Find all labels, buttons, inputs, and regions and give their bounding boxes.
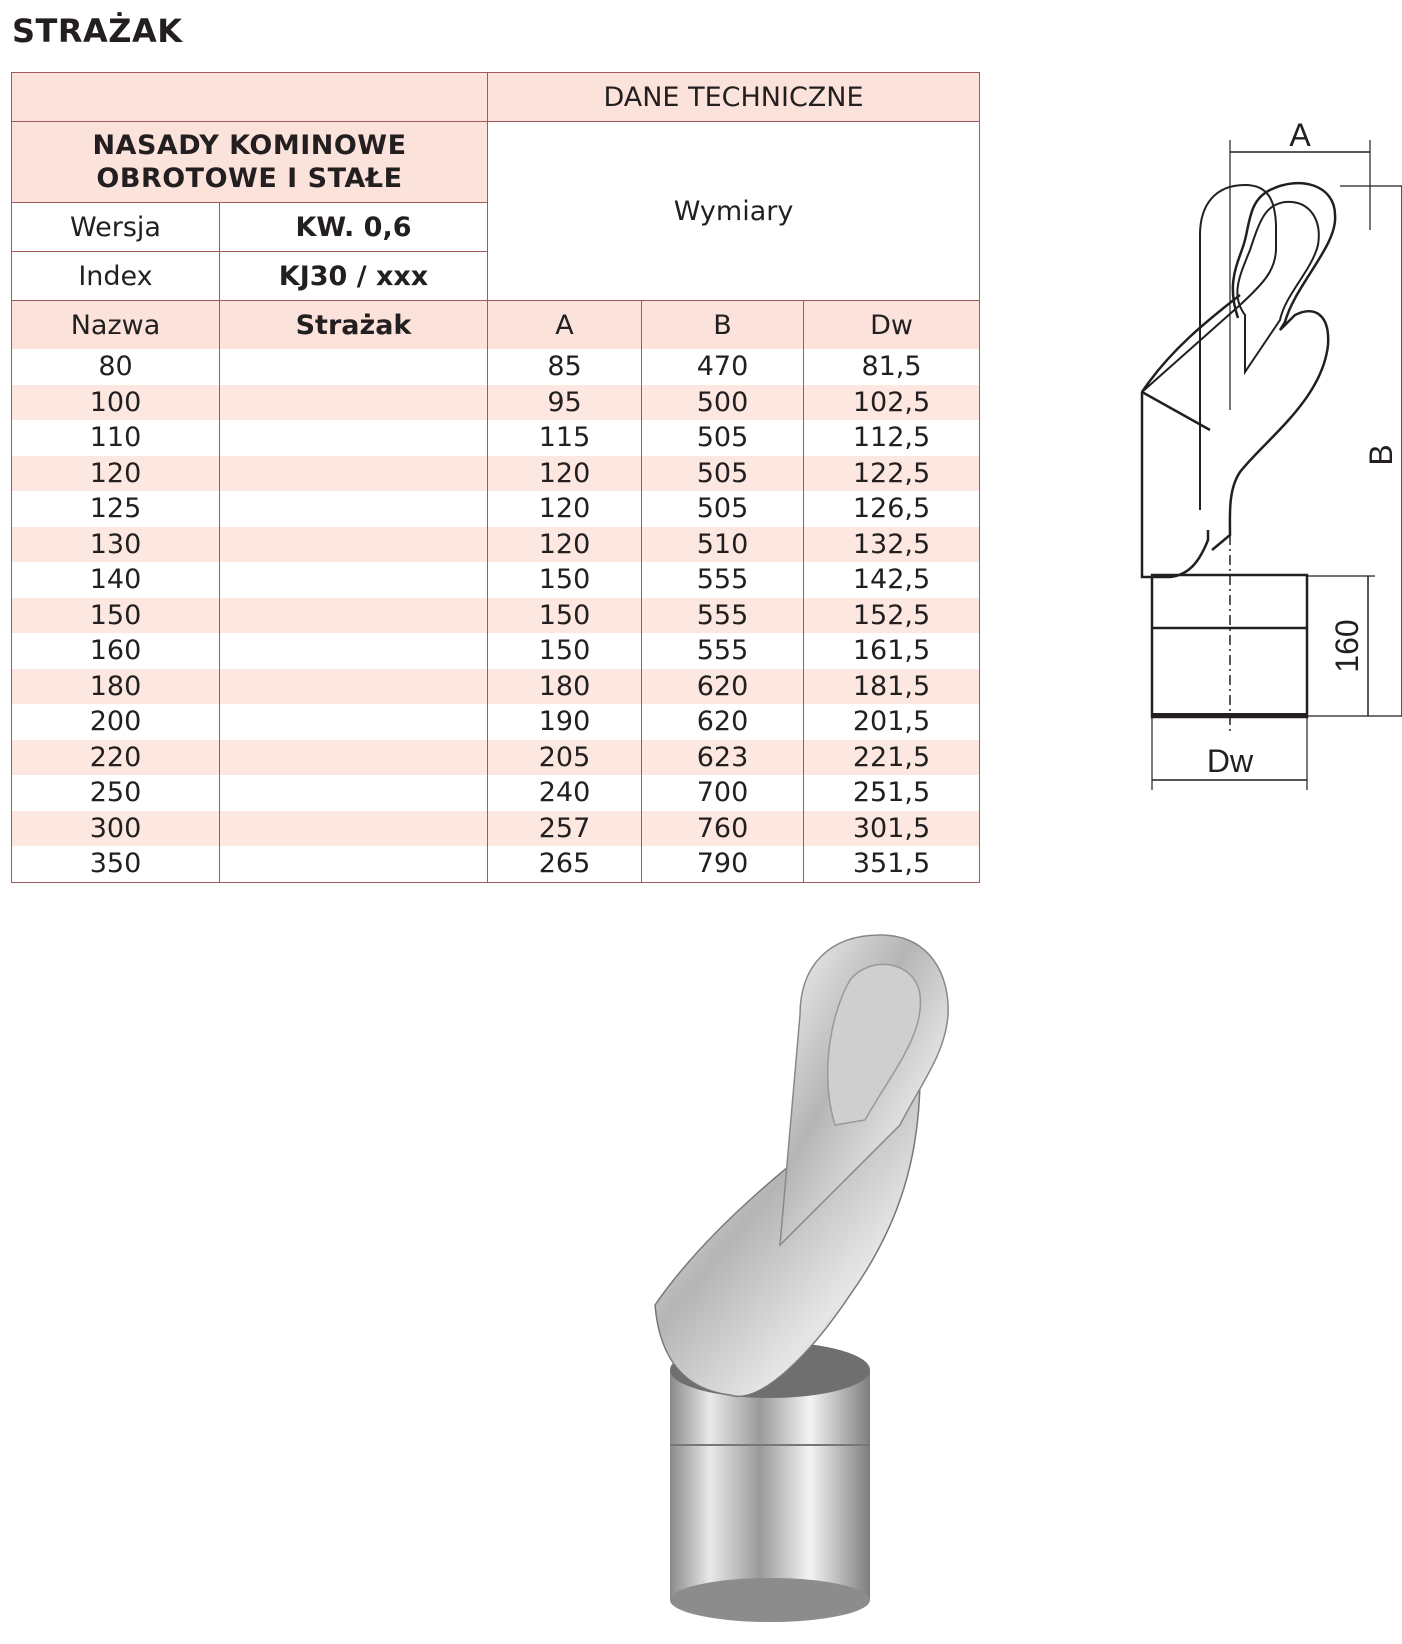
row-a: 180 xyxy=(488,669,642,705)
row-empty xyxy=(220,349,488,385)
col-b-header: B xyxy=(642,301,804,350)
table-row xyxy=(12,811,980,847)
row-b: 700 xyxy=(642,775,804,811)
row-b: 620 xyxy=(642,669,804,705)
dim-dw-label: Dw xyxy=(1206,743,1254,779)
row-a: 115 xyxy=(488,420,642,456)
brand-line-1: NASADY KOMINOWE xyxy=(92,130,407,161)
row-dw: 102,5 xyxy=(804,385,980,421)
row-dw: 221,5 xyxy=(804,740,980,776)
fin-inner xyxy=(1237,202,1318,372)
row-a: 120 xyxy=(488,456,642,492)
row-b: 623 xyxy=(642,740,804,776)
row-empty xyxy=(220,491,488,527)
brand-cell xyxy=(12,122,488,203)
table-row xyxy=(12,349,980,385)
nazwa-label: Nazwa xyxy=(12,301,220,350)
row-dw: 81,5 xyxy=(804,349,980,385)
index-value: KJ30 / xxx xyxy=(220,252,488,301)
table-row xyxy=(12,669,980,705)
row-dw: 112,5 xyxy=(804,420,980,456)
row-nazwa: 100 xyxy=(12,385,220,421)
row-b: 620 xyxy=(642,704,804,740)
dim-b-label: B xyxy=(1363,444,1399,466)
wymiary-label: Wymiary xyxy=(673,195,794,227)
col-dw-header: Dw xyxy=(804,301,980,350)
row-nazwa: 160 xyxy=(12,633,220,669)
table-row xyxy=(12,633,980,669)
row-nazwa: 80 xyxy=(12,349,220,385)
row-nazwa: 150 xyxy=(12,598,220,634)
row-a: 150 xyxy=(488,598,642,634)
row-nazwa: 200 xyxy=(12,704,220,740)
row-nazwa: 180 xyxy=(12,669,220,705)
brand-line-2: OBROTOWE I STAŁE xyxy=(96,163,403,194)
row-empty xyxy=(220,740,488,776)
table-row xyxy=(12,385,980,421)
row-empty xyxy=(220,633,488,669)
header-blank-cell xyxy=(12,73,488,122)
row-nazwa: 300 xyxy=(12,811,220,847)
row-a: 257 xyxy=(488,811,642,847)
table-row xyxy=(12,846,980,882)
table-row xyxy=(12,740,980,776)
row-b: 790 xyxy=(642,846,804,882)
table-row xyxy=(12,775,980,811)
table-row xyxy=(12,491,980,527)
row-nazwa: 130 xyxy=(12,527,220,563)
row-b: 555 xyxy=(642,598,804,634)
row-b: 555 xyxy=(642,562,804,598)
row-empty xyxy=(220,527,488,563)
row-dw: 181,5 xyxy=(804,669,980,705)
row-a: 150 xyxy=(488,562,642,598)
wymiary-cell xyxy=(488,122,980,301)
row-nazwa: 120 xyxy=(12,456,220,492)
spec-table xyxy=(11,72,980,883)
row-b: 500 xyxy=(642,385,804,421)
row-a: 265 xyxy=(488,846,642,882)
table-row xyxy=(12,562,980,598)
row-dw: 142,5 xyxy=(804,562,980,598)
table-row xyxy=(12,456,980,492)
row-b: 555 xyxy=(642,633,804,669)
row-dw: 132,5 xyxy=(804,527,980,563)
row-nazwa: 220 xyxy=(12,740,220,776)
row-nazwa: 350 xyxy=(12,846,220,882)
table-row xyxy=(12,598,980,634)
row-b: 470 xyxy=(642,349,804,385)
wersja-value: KW. 0,6 xyxy=(220,203,488,252)
nazwa-value: Strażak xyxy=(220,301,488,350)
row-dw: 126,5 xyxy=(804,491,980,527)
row-empty xyxy=(220,385,488,421)
row-dw: 122,5 xyxy=(804,456,980,492)
page-title: STRAŻAK xyxy=(12,12,183,50)
row-empty xyxy=(220,704,488,740)
row-nazwa: 125 xyxy=(12,491,220,527)
col-a-header: A xyxy=(488,301,642,350)
row-empty xyxy=(220,846,488,882)
row-a: 205 xyxy=(488,740,642,776)
row-empty xyxy=(220,811,488,847)
technical-drawing xyxy=(1090,110,1399,820)
row-nazwa: 140 xyxy=(12,562,220,598)
row-nazwa: 110 xyxy=(12,420,220,456)
table-row xyxy=(12,704,980,740)
photo-pipe xyxy=(670,1370,870,1600)
row-b: 760 xyxy=(642,811,804,847)
dim-160-label: 160 xyxy=(1329,619,1365,673)
row-a: 95 xyxy=(488,385,642,421)
row-b: 505 xyxy=(642,456,804,492)
row-a: 120 xyxy=(488,491,642,527)
wersja-label: Wersja xyxy=(12,203,220,252)
dane-techniczne-header: DANE TECHNICZNE xyxy=(488,73,980,122)
row-b: 505 xyxy=(642,420,804,456)
table-row xyxy=(12,527,980,563)
row-dw: 152,5 xyxy=(804,598,980,634)
row-a: 85 xyxy=(488,349,642,385)
row-empty xyxy=(220,598,488,634)
row-empty xyxy=(220,775,488,811)
row-a: 240 xyxy=(488,775,642,811)
table-row xyxy=(12,420,980,456)
cap-hood-line xyxy=(1142,295,1240,392)
row-nazwa: 250 xyxy=(12,775,220,811)
row-empty xyxy=(220,562,488,598)
index-label: Index xyxy=(12,252,220,301)
row-a: 150 xyxy=(488,633,642,669)
row-a: 120 xyxy=(488,527,642,563)
dim-a-label: A xyxy=(1289,117,1311,153)
row-dw: 161,5 xyxy=(804,633,980,669)
cap-outlet xyxy=(1142,392,1208,577)
row-dw: 301,5 xyxy=(804,811,980,847)
row-empty xyxy=(220,456,488,492)
product-photo xyxy=(650,925,1010,1625)
row-empty xyxy=(220,420,488,456)
row-b: 505 xyxy=(642,491,804,527)
row-empty xyxy=(220,669,488,705)
row-dw: 201,5 xyxy=(804,704,980,740)
row-a: 190 xyxy=(488,704,642,740)
row-dw: 251,5 xyxy=(804,775,980,811)
row-b: 510 xyxy=(642,527,804,563)
row-dw: 351,5 xyxy=(804,846,980,882)
photo-pipe-bottom xyxy=(670,1578,870,1622)
